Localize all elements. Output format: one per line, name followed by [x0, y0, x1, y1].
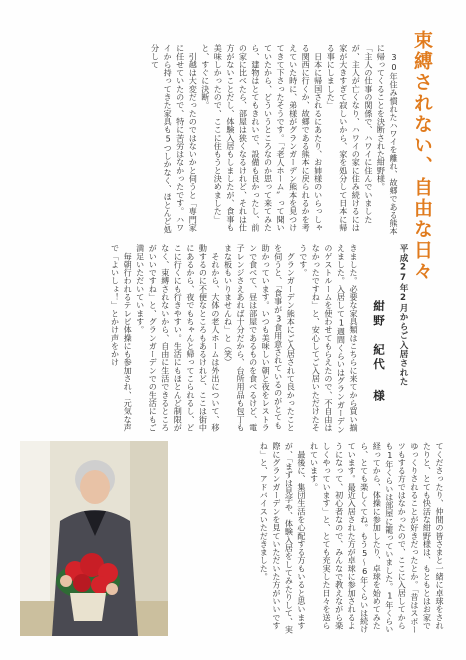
paragraph: グランガーデン熊本にご入居されて良かったことを伺うと、「食事が3食用意されているのがとても助かっています。いつも美味しい朝と夜をレストランで食べて、昼は部屋であるものを食べるけど、電子レンジさえあれば十分だから、台所用品も包丁もまな板もいりませんね」と（笑） — [223, 244, 297, 432]
paragraph: 最後に、集団生活を心配する方もいると思いますが、「まずは見学や、体験入居をしてみたりして、実際にグランガーデンを見ていただいた方がいいですね」と、アドバイスいただきました。 — [259, 442, 307, 634]
paragraph: 30年住み慣れたハワイを離れ、故郷である熊本に帰ってくることを決断された紺野様。 — [376, 44, 399, 236]
body-block-bottom — [180, 442, 446, 634]
article-title: 束縛されない、自由な日々 — [411, 30, 433, 282]
body-block-middle — [20, 244, 360, 436]
resident-name: 紺野 紀代 様 — [372, 300, 386, 404]
photo-illustration — [20, 441, 168, 636]
resident-caption: 平成27年2月からご入居された — [398, 244, 408, 387]
paragraph: てくださったり、仲間の皆さまと一緒に卓球をされたりと、とても快活な紺野様は、もともとはお家でゆっくりされることが好きだったとか。「昔はスポーツもする方ではなかったので、ここに入居してからも1年くらいは部屋に籠っていました。1年くらい経ってから、体操に参加したり、卓球を始めてみたら、とても楽しくてね。もう5〜6年くらいは続けています。最近入居された方が卓球に参加されるようになって、初心者なので、みんなで教えながら楽しくやっています」と、とても充実した日々を送られています。 — [309, 442, 445, 634]
resident-photo — [20, 441, 168, 636]
paragraph: 毎朝行われるテレビ体操にも参加され、元気な声で「よいしょ！」とかけ声をかけ — [110, 244, 134, 432]
paragraph: 引越は大変だったのではないかと伺うと「専門家に任せていたので、特に苦労はなかったです。ハワイから持ってきた家具も5つしかなく、ほとんど処分して — [150, 44, 199, 234]
paragraph: きました。必要な家具類はこちらに来てから買い揃えました。入居して1週間くらいはグランガーデンのゲストルームを使わせてもらえたので、不自由はなかったですね」と、安心してご入居いただけたそうです。 — [298, 244, 359, 434]
paragraph: 日本に帰国されるにあたり、お姉様のいらっしゃる関西に行くか、故郷である熊本に戻られるかを考えていた時に、弟様がグランガーデン熊本を見つけてきて下さったそうです。「〝老人ホーム〟って聞いていたから、どういうところなのか思って来てみたら、建物はとてもきれいで、設備も良かったし、前の家に比べたら、部屋は狭くなるけれど、それは仕方がないことだし、体験入居もしましたが、食事も美味しかったので、ここに住もうと決めました」と、すぐに決断。 — [200, 44, 324, 232]
paragraph: 「主人の仕事の関係で、ハワイに住んでいましたが、主人が亡くなり、ハワイの家に住み続けるには家が大きすぎて寂しいから、家を処分して日本に帰る事にしました」 — [326, 44, 374, 232]
body-block-top — [20, 44, 400, 236]
paragraph: それから、大体の老人ホームは外出について、移動するのに不便なところもあるけれど、ここは街中にあるから、夜でもちゃんと帰ってこられるし、どこに行くにも行きやすい。生活にもほとんど制限がなく、束縛されないから、自由に生活できるところがいいですね」と、グランガーデンでの生活にもご満足いただいています。 — [135, 244, 221, 432]
